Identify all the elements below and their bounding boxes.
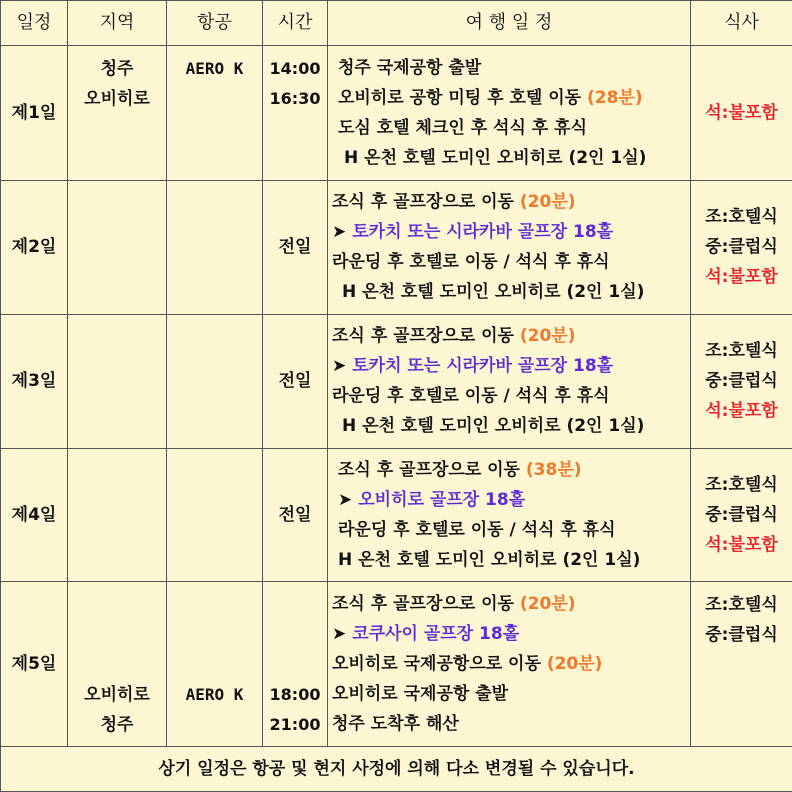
airline-cell [167,314,263,448]
time-cell: 전일 [263,314,328,448]
footer-notice: 상기 일정은 항공 및 현지 사정에 의해 다소 변경될 수 있습니다. [1,746,792,791]
duration-note: (20분) [546,653,603,674]
departure-time: 18:00 [269,684,321,704]
right-arrow-icon: ➤ [332,623,347,644]
schedule-line: 청주 도착후 해산 [332,713,459,734]
schedule-line: 오비히로 공항 미팅 후 호텔 이동 (28분) [338,87,643,108]
meal-cell [691,314,792,448]
schedule-cell [328,581,691,746]
meal-cell [691,46,792,181]
schedule-line: 오비히로 국제공항으로 이동 (20분) [332,653,603,674]
header-meal: 식사 [691,1,792,46]
schedule-line: 청주 국제공항 출발 [338,57,482,78]
schedule-line: 라운딩 후 호텔로 이동 / 석식 후 휴식 [338,519,616,540]
airline-cell [167,180,263,314]
time-cell [263,581,328,746]
header-airline: 항공 [167,1,263,46]
day-row [1,314,792,448]
time-cell [263,46,328,181]
golf-line: ➤ 오비히로 골프장 18홀 [338,485,690,515]
hotel-line: H 온천 호텔 도미인 오비히로 (2인 1실) [342,416,645,437]
meal-cell [691,180,792,314]
duration-note: (38분) [525,459,582,480]
meal-lunch: 중:클럽식 [705,504,778,525]
day-label: 제4일 [1,448,68,581]
schedule-line: 조식 후 골프장으로 이동 (20분) [332,593,576,614]
meal-cell [691,581,792,746]
schedule-line: 조식 후 골프장으로 이동 (20분) [332,326,576,347]
schedule-cell [328,314,691,448]
schedule-cell [328,448,691,581]
meal-lunch: 중:클럽식 [705,371,778,392]
right-arrow-icon: ➤ [332,222,347,243]
header-row [1,1,792,46]
region-cell [68,448,167,581]
golf-line: ➤ 토카치 또는 시라카바 골프장 18홀 [332,217,690,247]
day-label: 제2일 [1,180,68,314]
region-cell [68,314,167,448]
duration-note: (20분) [519,593,576,614]
hotel-line: H 온천 호텔 도미인 오비히로 (2인 1실) [344,147,647,168]
day-row [1,448,792,581]
hotel-line: H 온천 호텔 도미인 오비히로 (2인 1실) [342,282,645,303]
right-arrow-icon: ➤ [338,489,353,510]
day-label: 제5일 [1,581,68,746]
duration-note: (28분) [587,87,643,108]
time-cell: 전일 [263,448,328,581]
meal-breakfast: 조:호텔식 [705,207,778,228]
golf-line: ➤ 코쿠사이 골프장 18홀 [332,619,690,649]
header-region: 지역 [68,1,167,46]
meal-dinner: 석:불포함 [705,102,778,123]
region-cell [68,46,167,181]
region-origin: 청주 [100,59,134,79]
airline-cell [167,46,263,181]
schedule-line: 라운딩 후 호텔로 이동 / 석식 후 휴식 [332,252,610,273]
day-row [1,581,792,746]
time-cell: 전일 [263,180,328,314]
region-cell [68,180,167,314]
day-row [1,180,792,314]
right-arrow-icon: ➤ [332,356,347,377]
header-time: 시간 [263,1,328,46]
airline-cell [167,448,263,581]
meal-dinner: 석:불포함 [705,534,778,555]
meal-dinner: 석:불포함 [705,267,778,288]
duration-note: (20분) [519,326,576,347]
airline-name: AERO K [185,684,244,704]
day-row [1,46,792,181]
meal-breakfast: 조:호텔식 [705,594,778,615]
region-origin: 오비히로 [84,684,150,705]
schedule-line: 도심 호텔 체크인 후 석식 후 휴식 [338,117,587,138]
region-cell [68,581,167,746]
header-schedule: 여 행 일 정 [328,1,691,46]
golf-line: ➤ 토카치 또는 시라카바 골프장 18홀 [332,351,690,381]
header-date: 일정 [1,1,68,46]
duration-note: (20분) [519,192,576,213]
region-destination: 오비히로 [84,89,150,109]
schedule-cell [328,180,691,314]
meal-breakfast: 조:호텔식 [705,474,778,495]
meal-cell [691,448,792,581]
meal-lunch: 중:클럽식 [705,624,778,645]
schedule-line: 라운딩 후 호텔로 이동 / 석식 후 휴식 [332,386,610,407]
arrival-time: 16:30 [269,89,321,108]
day-label: 제3일 [1,314,68,448]
airline-cell [167,581,263,746]
hotel-line: H 온천 호텔 도미인 오비히로 (2인 1실) [338,549,641,570]
airline-name: AERO K [185,59,244,78]
departure-time: 14:00 [269,59,321,78]
schedule-line: 오비히로 국제공항 출발 [332,683,509,704]
day-label: 제1일 [1,46,68,181]
footer-row [1,746,792,791]
schedule-line: 조식 후 골프장으로 이동 (38분) [338,459,582,480]
schedule-cell [328,46,691,181]
arrival-time: 21:00 [269,714,321,734]
region-destination: 청주 [100,714,134,735]
schedule-line: 조식 후 골프장으로 이동 (20분) [332,192,576,213]
meal-breakfast: 조:호텔식 [705,341,778,362]
meal-dinner: 석:불포함 [705,401,778,422]
meal-lunch: 중:클럽식 [705,237,778,258]
